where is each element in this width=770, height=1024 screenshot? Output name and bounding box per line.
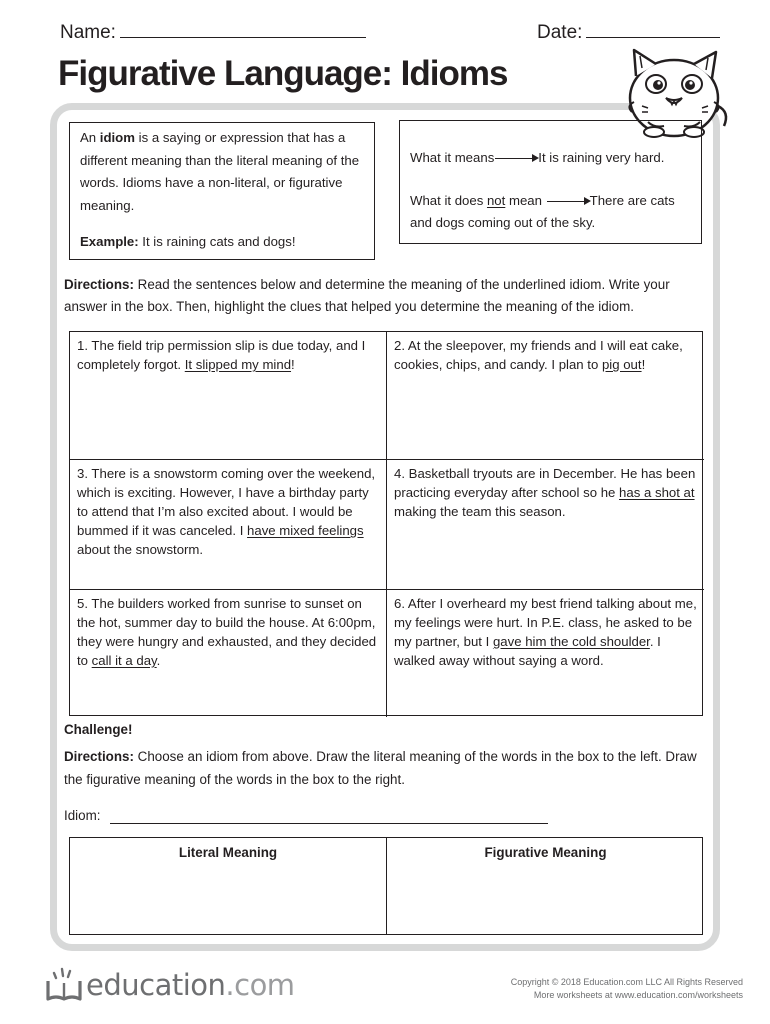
directions-text: Read the sentences below and determine the meaning of the underlined idiom. Write your answer in the box. Then, highlight the clues that helped you determine the meaning of the idiom.	[64, 277, 670, 314]
challenge-heading: Challenge!	[64, 722, 133, 737]
means-label: What it means	[410, 150, 495, 165]
copyright-text: Copyright © 2018 Education.com LLC All Rights Reserved	[510, 977, 743, 987]
name-line[interactable]	[120, 20, 366, 38]
more-worksheets-link[interactable]: More worksheets at www.education.com/worksheets	[533, 990, 743, 1000]
example-text: It is raining cats and dogs!	[138, 234, 296, 249]
directions-label: Directions:	[64, 277, 134, 292]
underlined-idiom: It slipped my mind	[184, 357, 292, 372]
question-grid	[69, 331, 703, 716]
example-label: Example:	[80, 234, 139, 249]
question-box-5[interactable]: 5. The builders worked from sunrise to sunset on the hot, summer day to build the house. At 6:00pm, they were hungry and exhausted, and they decided to call it a day.	[70, 590, 387, 717]
idiom-term: idiom	[99, 130, 135, 145]
underlined-idiom: call it a day	[91, 653, 157, 668]
not-word: not	[486, 193, 506, 208]
underlined-idiom: have mixed feelings	[247, 523, 364, 538]
page-title: Figurative Language: Idioms	[58, 54, 508, 93]
literal-meaning-header: Literal Meaning	[178, 845, 278, 860]
question-box-2[interactable]: 2. At the sleepover, my friends and I will eat cake, cookies, chips, and candy. I plan to pig out!	[387, 332, 704, 460]
question-box-4[interactable]: 4. Basketball tryouts are in December. He has been practicing everyday after school so he has a shot at making the team this season.	[387, 460, 704, 590]
underlined-idiom: pig out	[601, 357, 642, 372]
date-label: Date:	[537, 22, 583, 43]
example-line	[80, 231, 364, 254]
underlined-idiom: gave him the cold shoulder	[492, 634, 650, 649]
name-label: Name:	[60, 22, 116, 43]
education-logo[interactable]	[44, 965, 295, 1005]
question-box-1[interactable]: 1. The field trip permission slip is due today, and I completely forgot. It slipped my mind!	[70, 332, 387, 460]
figurative-meaning-box[interactable]	[387, 838, 704, 934]
idiom-label: Idiom:	[64, 808, 101, 823]
arrow-right-icon	[495, 158, 537, 160]
not-means-value: There are cats and dogs coming out of the sky.	[410, 193, 675, 230]
means-line	[410, 147, 691, 169]
underlined-idiom: has a shot at	[619, 485, 695, 500]
definition-text: An idiom is a saying or expression that has a different meaning than the literal meaning of the words. Idioms have a non-literal, or figurative meaning.	[80, 130, 360, 213]
literal-meaning-box[interactable]	[70, 838, 387, 934]
challenge-directions	[64, 745, 714, 791]
idiom-input-line[interactable]	[110, 823, 548, 824]
arrow-right-icon	[547, 201, 589, 203]
meaning-example-box	[399, 120, 702, 244]
directions	[64, 274, 714, 318]
question-box-6[interactable]: 6. After I overheard my best friend talking about me, my feelings were hurt. In P.E. class, he asked to be my partner, but I gave him the cold shoulder. I walked away without saying a word.	[394, 596, 697, 668]
copyright-notice	[480, 976, 743, 1002]
date-field[interactable]	[537, 20, 720, 44]
logo-text: education.com	[86, 968, 295, 1002]
not-means-line: What it does not mean There are cats and dogs coming out of the sky.	[410, 193, 675, 230]
date-line[interactable]	[586, 20, 720, 38]
challenge-directions-label: Directions:	[64, 749, 134, 764]
open-book-icon	[44, 965, 84, 1005]
name-field[interactable]	[60, 20, 366, 44]
figurative-meaning-header: Figurative Meaning	[484, 845, 607, 860]
challenge-directions-text: Choose an idiom from above. Draw the literal meaning of the words in the box to the left. Draw the figurative meaning of the words in the box to the right.	[64, 749, 697, 787]
meaning-drawing-table	[69, 837, 703, 935]
question-box-3[interactable]: 3. There is a snowstorm coming over the weekend, which is exciting. However, I have a birthday party to attend that I’m also excited about. I would be bummed if it was canceled. I have mixed feelings about the snowstorm.	[70, 460, 387, 590]
means-value: It is raining very hard.	[538, 150, 665, 165]
definition-box	[69, 122, 375, 260]
